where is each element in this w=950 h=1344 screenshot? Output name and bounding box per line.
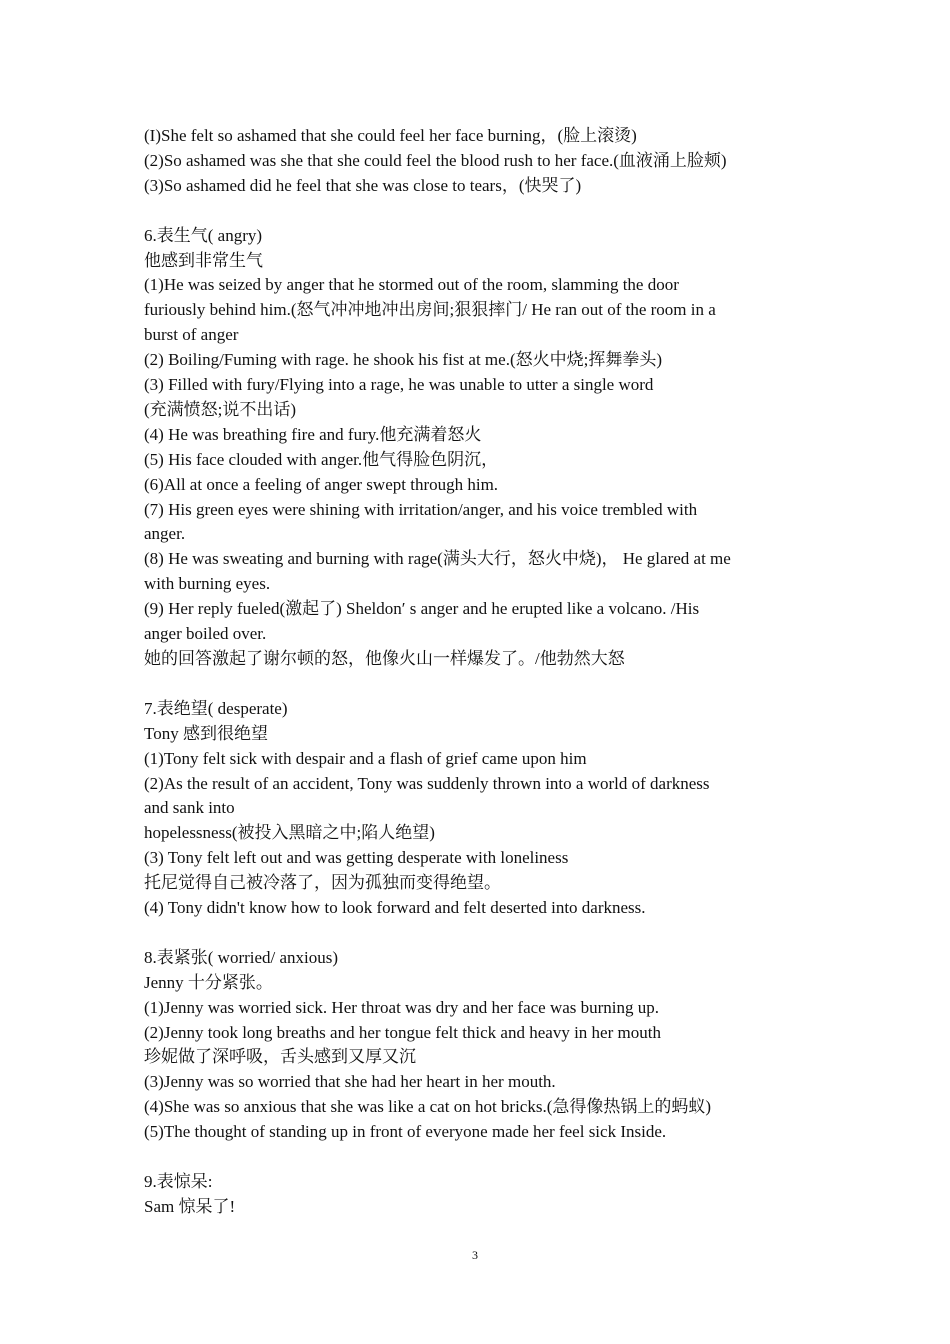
text-line: and sank into: [144, 798, 235, 818]
text-line: (1)He was seized by anger that he stormed out of the room, slamming the door: [144, 275, 679, 295]
paragraph-gap: [144, 921, 814, 946]
text-line: (2)So ashamed was she that she could feel the blood rush to her face.(血液涌上脸颊): [144, 150, 727, 170]
text-line: Sam 惊呆了!: [144, 1196, 236, 1216]
paragraph-gap: [144, 199, 814, 224]
text-line: (3) Filled with fury/Flying into a rage, he was unable to utter a single word: [144, 375, 654, 395]
text-block: [144, 697, 814, 921]
text-block: [144, 124, 814, 199]
text-line: (2)Jenny took long breaths and her tongue felt thick and heavy in her mouth: [144, 1022, 661, 1042]
text-line: 他感到非常生气: [144, 250, 263, 270]
text-line: (2) Boiling/Fuming with rage. he shook his fist at me.(怒火中烧;挥舞拳头): [144, 350, 662, 370]
text-line: (4) He was breathing fire and fury.他充满着怒火: [144, 424, 482, 444]
text-line: burst of anger: [144, 325, 239, 345]
text-line: 托尼觉得自己被冷落了，因为孤独而变得绝望。: [144, 873, 501, 893]
text-line: hopelessness(被投入黑暗之中;陷人绝望): [144, 823, 435, 843]
text-block: [144, 1170, 814, 1220]
text-line: 8.表紧张( worried/ anxious): [144, 947, 339, 967]
text-line: furiously behind him.(怒气冲冲地冲出房间;狠狠摔门/ He ran out of the room in a: [144, 300, 716, 320]
paragraph-gap: [144, 1145, 814, 1170]
text-line: anger.: [144, 524, 186, 544]
text-line: (3)Jenny was so worried that she had her heart in her mouth.: [144, 1072, 556, 1092]
text-line: (8) He was sweating and burning with rage(满头大行，怒火中烧)， He glared at me: [144, 549, 731, 569]
paragraph-gap: [144, 672, 814, 697]
page-body: [144, 124, 814, 1220]
text-line: (5)The thought of standing up in front of everyone made her feel sick Inside.: [144, 1122, 667, 1142]
text-line: (3) Tony felt left out and was getting desperate with loneliness: [144, 848, 569, 868]
text-line: (9) Her reply fueled(激起了) Sheldon′ s anger and he erupted like a volcano. /His: [144, 599, 700, 619]
text-line: (7) His green eyes were shining with irritation/anger, and his voice trembled with: [144, 499, 698, 519]
text-line: with burning eyes.: [144, 574, 271, 594]
text-line: 她的回答激起了谢尔顿的怒，他像火山一样爆发了。/他勃然大怒: [144, 649, 625, 669]
text-line: (2)As the result of an accident, Tony was suddenly thrown into a world of darkness: [144, 773, 710, 793]
text-line: (1)Tony felt sick with despair and a flash of grief came upon him: [144, 748, 587, 768]
text-line: (6)All at once a feeling of anger swept through him.: [144, 474, 499, 494]
text-line: (4)She was so anxious that she was like a cat on hot bricks.(急得像热锅上的蚂蚁): [144, 1097, 712, 1117]
text-line: 6.表生气( angry): [144, 225, 263, 245]
text-line: (充满愤怒;说不出话): [144, 399, 297, 419]
text-block: [144, 946, 814, 1145]
text-line: (I)She felt so ashamed that she could feel her face burning，(脸上滚烫): [144, 126, 637, 145]
text-line: 珍妮做了深呼吸，舌头感到又厚又沉: [144, 1047, 416, 1067]
text-line: (5) His face clouded with anger.他气得脸色阴沉，: [144, 449, 499, 469]
text-line: (3)So ashamed did he feel that she was close to tears，(快哭了): [144, 175, 582, 195]
text-line: Jenny 十分紧张。: [144, 972, 273, 992]
text-line: 9.表惊呆:: [144, 1172, 213, 1191]
text-line: (1)Jenny was worried sick. Her throat was dry and her face was burning up.: [144, 997, 660, 1017]
text-line: 7.表绝望( desperate): [144, 698, 288, 718]
text-line: (4) Tony didn't know how to look forward and felt deserted into darkness.: [144, 898, 646, 918]
page-number: 3: [472, 1248, 478, 1262]
text-line: Tony 感到很绝望: [144, 723, 268, 743]
text-line: anger boiled over.: [144, 624, 267, 644]
text-block: [144, 224, 814, 672]
